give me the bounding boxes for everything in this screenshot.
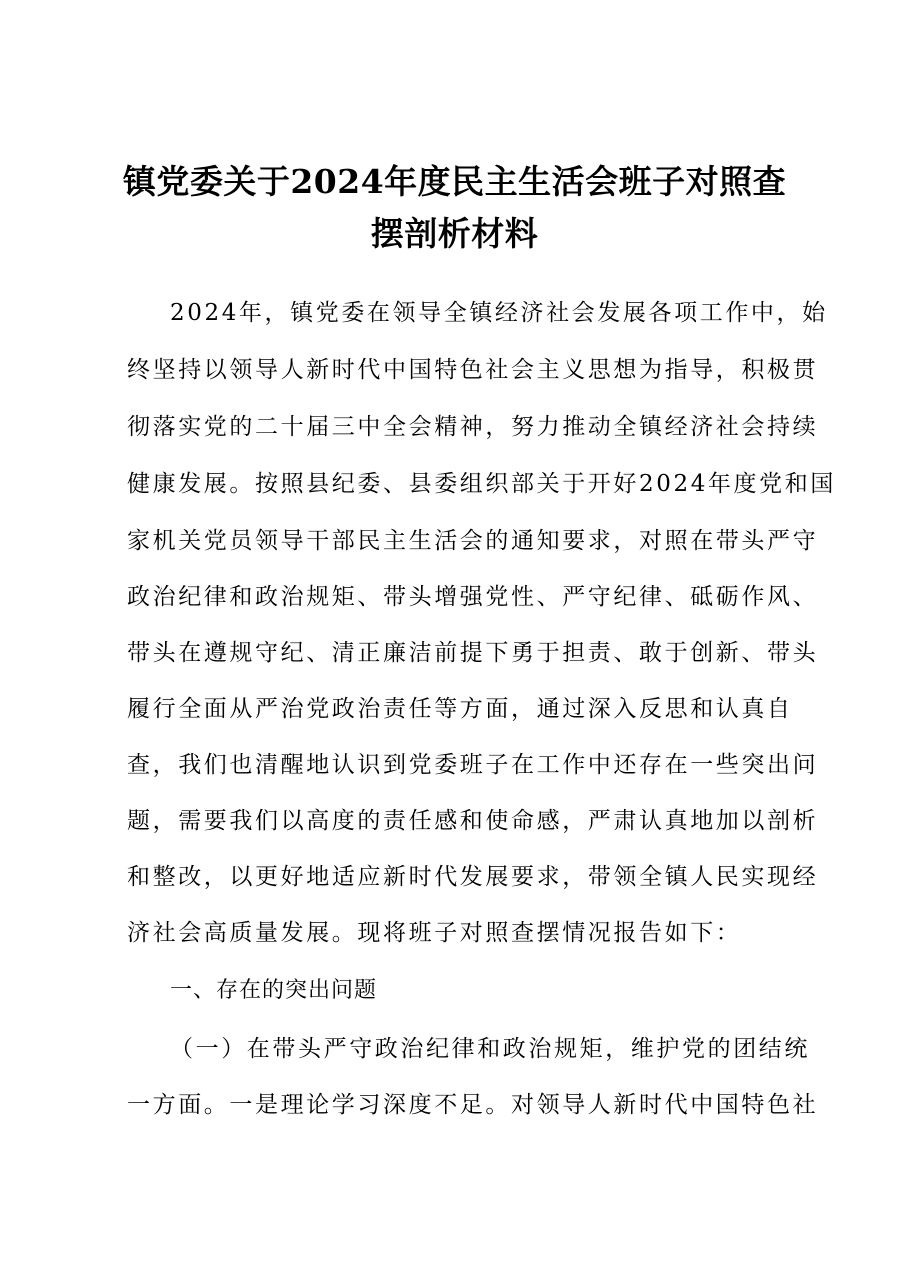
- paragraph-line: 一方面。一是理论学习深度不足。对领导人新时代中国特色社: [127, 1092, 819, 1118]
- paragraph-line: 2024年，镇党委在领导全镇经济社会发展各项工作中，始: [170, 300, 828, 326]
- paragraph-line: 家机关党员领导干部民主生活会的通知要求，对照在带头严守: [127, 528, 819, 554]
- paragraph-line: 政治纪律和政治规矩、带头增强党性、严守纪律、砥砺作风、: [127, 584, 819, 610]
- section-heading: 一、存在的突出问题: [170, 978, 378, 1003]
- paragraph-line: 彻落实党的二十届三中全会精神，努力推动全镇经济社会持续: [127, 414, 819, 440]
- paragraph-line: 履行全面从严治党政治责任等方面，通过深入反思和认真自: [127, 696, 793, 722]
- document-title-line-1: 镇党委关于2024年度民主生活会班子对照查: [122, 162, 787, 201]
- paragraph-line: 和整改，以更好地适应新时代发展要求，带领全镇人民实现经: [127, 864, 819, 890]
- paragraph-line: 终坚持以领导人新时代中国特色社会主义思想为指导，积极贯: [127, 357, 819, 383]
- paragraph-line: 查，我们也清醒地认识到党委班子在工作中还存在一些突出问: [127, 752, 819, 778]
- paragraph-line: 济社会高质量发展。现将班子对照查摆情况报告如下：: [127, 920, 742, 946]
- paragraph-line: 健康发展。按照县纪委、县委组织部关于开好2024年度党和国: [127, 471, 836, 497]
- document-title-line-2: 摆剖析材料: [370, 214, 539, 253]
- paragraph-line: 题，需要我们以高度的责任感和使命感，严肃认真地加以剖析: [127, 808, 819, 834]
- paragraph-line: （一）在带头严守政治纪律和政治规矩，维护党的团结统: [170, 1036, 810, 1062]
- paragraph-line: 带头在遵规守纪、清正廉洁前提下勇于担责、敢于创新、带头: [127, 640, 819, 666]
